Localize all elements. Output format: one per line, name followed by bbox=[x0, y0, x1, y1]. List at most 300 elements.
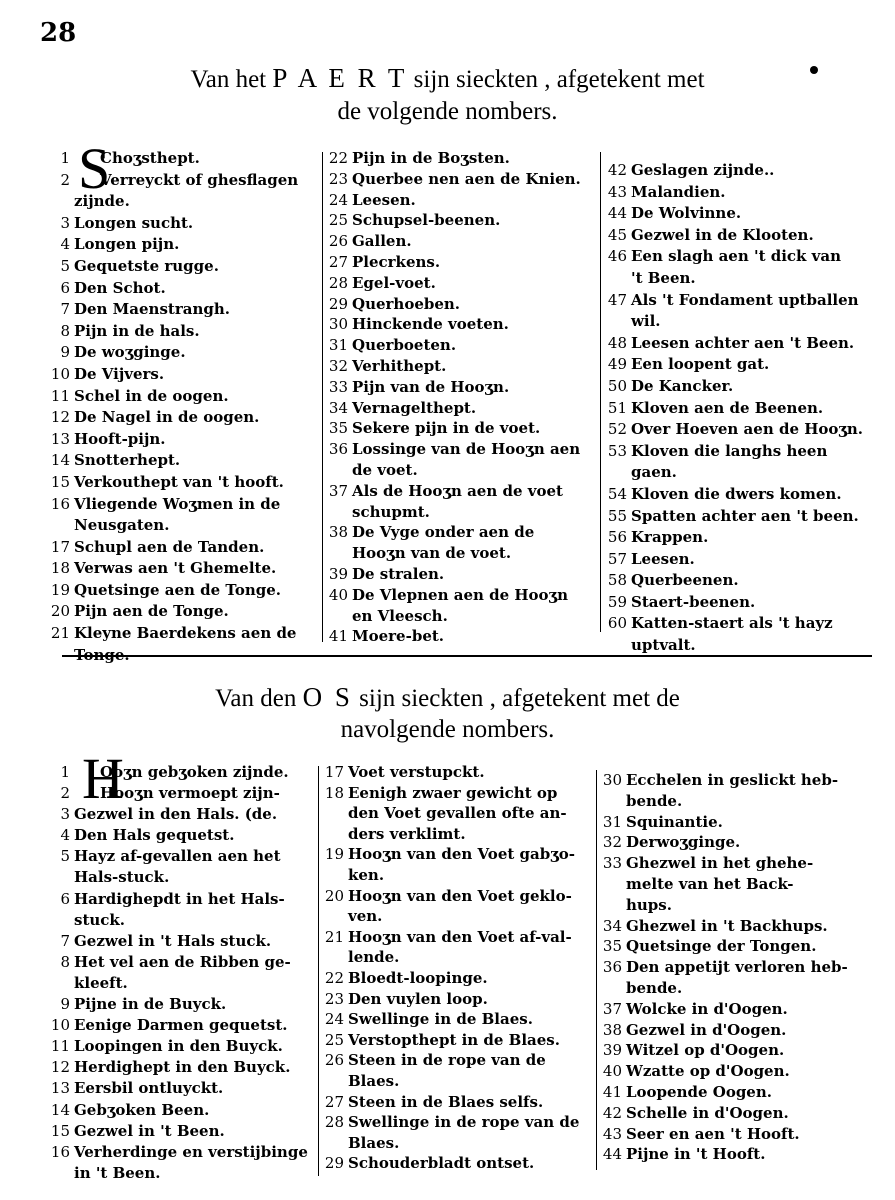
item-number: 38 bbox=[602, 1020, 622, 1039]
item-text: Gequetste rugge. bbox=[74, 256, 219, 275]
item-continuation: bende. bbox=[626, 791, 683, 810]
list-item bbox=[48, 278, 318, 300]
item-continuation: uptvalt. bbox=[631, 636, 696, 655]
item-number: 11 bbox=[50, 1037, 70, 1056]
list-item bbox=[48, 889, 316, 910]
item-number: 44 bbox=[607, 204, 627, 223]
item-number: 28 bbox=[328, 273, 348, 292]
item-number: 24 bbox=[324, 1010, 344, 1029]
horse-subtitle: de volgende nombers. bbox=[337, 98, 558, 125]
item-number: 46 bbox=[607, 247, 627, 266]
ox-column-2 bbox=[322, 762, 594, 1174]
item-text: Als 't Fondament uptballen bbox=[631, 290, 859, 309]
item-number: 25 bbox=[328, 211, 348, 230]
item-number: 44 bbox=[602, 1145, 622, 1164]
list-item bbox=[322, 1050, 594, 1071]
item-text: Verwas aen 't Ghemelte. bbox=[74, 559, 277, 578]
item-number: 42 bbox=[602, 1103, 622, 1122]
item-continuation: de voet. bbox=[352, 460, 418, 479]
item-number: 8 bbox=[60, 952, 70, 971]
list-item bbox=[48, 1121, 316, 1142]
item-text: Bloedt-loopinge. bbox=[348, 968, 488, 987]
horse-title-post: sijn sieckten , afgetekent met bbox=[407, 66, 705, 93]
item-text: Voet verstupckt. bbox=[348, 763, 485, 781]
item-number: 56 bbox=[607, 528, 627, 547]
item-number: 23 bbox=[328, 169, 348, 188]
item-number: 60 bbox=[607, 614, 627, 633]
list-item bbox=[48, 580, 318, 602]
list-item bbox=[48, 1100, 316, 1121]
item-number: 53 bbox=[607, 441, 627, 460]
horse-dropcap: S bbox=[78, 136, 111, 201]
item-text: Den Maenstrangh. bbox=[74, 300, 230, 319]
item-text: Squinantie. bbox=[626, 812, 723, 831]
list-item bbox=[605, 290, 875, 312]
item-text: Gezwel in de Klooten. bbox=[631, 225, 814, 244]
item-text: Kloven die langhs heen bbox=[631, 441, 828, 460]
list-item bbox=[326, 190, 598, 211]
item-text: Een slagh aen 't dick van bbox=[631, 247, 841, 266]
list-item bbox=[48, 407, 318, 429]
list-item bbox=[605, 570, 875, 592]
list-item bbox=[326, 377, 598, 398]
item-number: 16 bbox=[50, 494, 70, 513]
item-text: Gezwel in d'Oogen. bbox=[626, 1020, 787, 1039]
horse-title-pre: Van het bbox=[190, 66, 273, 93]
item-number: 19 bbox=[324, 845, 344, 864]
list-item bbox=[600, 1124, 880, 1145]
item-number: 36 bbox=[602, 958, 622, 977]
ox-title-post: sijn sieckten , afgetekent met de bbox=[352, 685, 680, 712]
item-continuation: melte van het Back- bbox=[626, 874, 794, 893]
item-continuation: lende. bbox=[348, 948, 400, 967]
item-continuation: wil. bbox=[631, 312, 661, 331]
item-number: 41 bbox=[602, 1082, 622, 1101]
list-item bbox=[605, 613, 875, 635]
item-number: 47 bbox=[607, 290, 627, 309]
ox-heading bbox=[0, 683, 895, 713]
item-number: 33 bbox=[328, 377, 348, 396]
item-number: 34 bbox=[328, 398, 348, 417]
item-number: 22 bbox=[324, 968, 344, 987]
item-number: 37 bbox=[328, 481, 348, 500]
item-number: 34 bbox=[602, 916, 622, 935]
list-item bbox=[326, 169, 598, 190]
item-number: 25 bbox=[324, 1030, 344, 1049]
item-continuation: zijnde. bbox=[74, 192, 130, 211]
item-number: 41 bbox=[328, 627, 348, 646]
item-number: 38 bbox=[328, 523, 348, 542]
item-text: Leesen achter aen 't Been. bbox=[631, 333, 855, 352]
item-continuation: Blaes. bbox=[348, 1071, 400, 1090]
item-number: 1 bbox=[60, 149, 70, 167]
list-item bbox=[605, 225, 875, 247]
item-text: Derwoʒginge. bbox=[626, 833, 741, 852]
item-text: Vliegende Woʒmen in de bbox=[74, 494, 281, 513]
list-item bbox=[600, 1061, 880, 1082]
item-number: 42 bbox=[607, 161, 627, 179]
item-text: Egel-voet. bbox=[352, 273, 436, 292]
item-text: Steen in de rope van de bbox=[348, 1051, 546, 1070]
ox-column-3 bbox=[600, 770, 880, 1165]
list-item bbox=[605, 203, 875, 225]
item-text: Verreyckt of ghesflagen bbox=[100, 170, 299, 189]
item-text: Schouderbladt ontset. bbox=[348, 1154, 535, 1173]
item-text: Snotterhept. bbox=[74, 451, 181, 470]
item-text: Ghezwel in 't Backhups. bbox=[626, 916, 828, 935]
item-continuation: stuck. bbox=[74, 910, 126, 929]
item-number: 43 bbox=[602, 1124, 622, 1143]
item-continuation: ders verklimt. bbox=[348, 824, 466, 843]
list-item bbox=[322, 968, 594, 989]
list-item bbox=[605, 246, 875, 268]
item-number: 20 bbox=[50, 602, 70, 621]
item-number: 31 bbox=[602, 812, 622, 831]
item-text: Staert-beenen. bbox=[631, 592, 756, 611]
item-number: 58 bbox=[607, 571, 627, 590]
list-item bbox=[322, 1112, 594, 1133]
item-text: Den vuylen loop. bbox=[348, 989, 488, 1008]
item-number: 12 bbox=[50, 408, 70, 427]
item-number: 54 bbox=[607, 484, 627, 503]
item-text: De Vijvers. bbox=[74, 364, 165, 383]
list-item bbox=[605, 398, 875, 420]
item-text: Katten-staert als 't hayz bbox=[631, 614, 833, 633]
item-continuation: gaen. bbox=[631, 463, 677, 482]
item-number: 18 bbox=[324, 783, 344, 802]
item-text: Een loopent gat. bbox=[631, 355, 770, 374]
item-continuation: den Voet gevallen ofte an- bbox=[348, 804, 567, 823]
item-text: Ghezwel in het ghehe- bbox=[626, 854, 814, 873]
list-item bbox=[48, 234, 318, 256]
list-item bbox=[326, 231, 598, 252]
item-number: 22 bbox=[328, 149, 348, 167]
item-continuation: bende. bbox=[626, 978, 683, 997]
item-number: 11 bbox=[50, 386, 70, 405]
item-number: 21 bbox=[324, 927, 344, 946]
list-item bbox=[48, 386, 318, 408]
column-divider bbox=[318, 766, 319, 1176]
item-number: 15 bbox=[50, 1121, 70, 1140]
item-text: Hooʒn van den Voet af-val- bbox=[348, 927, 572, 946]
item-text: De Kancker. bbox=[631, 376, 734, 395]
item-number: 10 bbox=[50, 1016, 70, 1035]
item-number: 12 bbox=[50, 1058, 70, 1077]
item-number: 6 bbox=[60, 278, 70, 297]
item-text: Querbeenen. bbox=[631, 571, 739, 590]
item-number: 30 bbox=[328, 315, 348, 334]
list-item bbox=[48, 494, 318, 516]
item-number: 32 bbox=[602, 833, 622, 852]
item-number: 57 bbox=[607, 549, 627, 568]
item-text: De woʒginge. bbox=[74, 343, 186, 362]
list-item bbox=[605, 182, 875, 204]
item-number: 28 bbox=[324, 1113, 344, 1132]
item-number: 35 bbox=[328, 419, 348, 438]
list-item bbox=[326, 273, 598, 294]
list-item bbox=[326, 294, 598, 315]
list-item bbox=[48, 364, 318, 386]
item-continuation: kleeft. bbox=[74, 973, 128, 992]
list-item bbox=[600, 1103, 880, 1124]
item-number: 23 bbox=[324, 989, 344, 1008]
list-item bbox=[600, 1020, 880, 1041]
item-number: 36 bbox=[328, 440, 348, 459]
list-item bbox=[48, 1036, 316, 1057]
horse-heading bbox=[0, 64, 895, 94]
horse-column-2 bbox=[326, 148, 598, 647]
list-item bbox=[600, 1040, 880, 1061]
item-text: Leesen. bbox=[352, 190, 416, 209]
item-text: Schupl aen de Tanden. bbox=[74, 537, 265, 556]
item-text: De stralen. bbox=[352, 564, 445, 583]
list-item bbox=[48, 558, 318, 580]
list-item bbox=[605, 160, 875, 182]
item-number: 49 bbox=[607, 355, 627, 374]
list-item bbox=[600, 1082, 880, 1103]
item-number: 51 bbox=[607, 398, 627, 417]
list-item bbox=[326, 398, 598, 419]
list-item bbox=[326, 626, 598, 647]
ox-dropcap: H bbox=[82, 746, 124, 811]
item-number: 3 bbox=[60, 213, 70, 232]
item-number: 29 bbox=[324, 1154, 344, 1173]
item-continuation: hups. bbox=[626, 895, 672, 914]
item-text: Kleyne Baerdekens aen de bbox=[74, 624, 297, 643]
item-text: Witzel op d'Oogen. bbox=[626, 1041, 785, 1060]
item-number: 17 bbox=[324, 763, 344, 781]
list-item bbox=[326, 585, 598, 606]
item-text: Ooʒn gebʒoken zijnde. bbox=[100, 763, 289, 781]
list-item bbox=[48, 472, 318, 494]
list-item bbox=[605, 376, 875, 398]
item-number: 4 bbox=[60, 235, 70, 254]
list-item bbox=[48, 825, 316, 846]
item-text: Loopende Oogen. bbox=[626, 1082, 772, 1101]
list-item bbox=[322, 1009, 594, 1030]
item-number: 19 bbox=[50, 580, 70, 599]
list-item bbox=[48, 1057, 316, 1078]
item-number: 45 bbox=[607, 225, 627, 244]
list-item bbox=[600, 770, 880, 791]
item-text: Eenigh zwaer gewicht op bbox=[348, 783, 558, 802]
item-text: Gebʒoken Been. bbox=[74, 1100, 210, 1119]
list-item bbox=[600, 916, 880, 937]
list-item bbox=[326, 481, 598, 502]
item-text: Seer en aen 't Hooft. bbox=[626, 1124, 800, 1143]
list-item bbox=[605, 592, 875, 614]
item-continuation: Hals-stuck. bbox=[74, 868, 170, 887]
item-number: 27 bbox=[328, 252, 348, 271]
item-text: Vernagelthept. bbox=[352, 398, 477, 417]
list-item bbox=[326, 335, 598, 356]
item-number: 30 bbox=[602, 771, 622, 789]
item-text: Longen sucht. bbox=[74, 213, 194, 232]
item-text: Krappen. bbox=[631, 528, 709, 547]
item-number: 59 bbox=[607, 592, 627, 611]
item-text: Wzatte op d'Oogen. bbox=[626, 1062, 790, 1081]
item-text: Kloven aen de Beenen. bbox=[631, 398, 824, 417]
list-item bbox=[322, 886, 594, 907]
item-number: 52 bbox=[607, 420, 627, 439]
list-item bbox=[48, 1015, 316, 1036]
item-text: Herdighept in den Buyck. bbox=[74, 1058, 291, 1077]
column-divider bbox=[322, 152, 323, 642]
item-number: 55 bbox=[607, 506, 627, 525]
ox-title-big: O S bbox=[302, 682, 353, 712]
page-number: 28 bbox=[40, 18, 77, 48]
item-continuation: ven. bbox=[348, 907, 383, 926]
item-number: 18 bbox=[50, 559, 70, 578]
item-text: Den Schot. bbox=[74, 278, 166, 297]
item-number: 43 bbox=[607, 182, 627, 201]
list-item bbox=[322, 783, 594, 804]
list-item bbox=[48, 846, 316, 867]
horse-column-1 bbox=[48, 148, 318, 666]
item-number: 3 bbox=[60, 805, 70, 824]
list-item bbox=[48, 623, 318, 645]
list-item bbox=[605, 354, 875, 376]
item-continuation: Hooʒn van de voet. bbox=[352, 544, 512, 563]
item-text: Choʒsthept. bbox=[100, 149, 200, 167]
item-text: Quetsinge aen de Tonge. bbox=[74, 580, 281, 599]
list-item bbox=[600, 1144, 880, 1165]
section-divider bbox=[62, 655, 872, 657]
item-text: Swellinge in de rope van de bbox=[348, 1113, 580, 1132]
column-divider bbox=[600, 152, 601, 632]
list-item bbox=[326, 564, 598, 585]
item-text: Querhoeben. bbox=[352, 294, 461, 313]
list-item bbox=[326, 522, 598, 543]
item-text: Quetsinge der Tongen. bbox=[626, 937, 817, 956]
column-divider bbox=[596, 770, 597, 1170]
item-text: Gezwel in 't Been. bbox=[74, 1121, 225, 1140]
list-item bbox=[48, 931, 316, 952]
item-number: 5 bbox=[60, 256, 70, 275]
item-number: 2 bbox=[60, 170, 70, 189]
list-item bbox=[605, 333, 875, 355]
item-text: Gallen. bbox=[352, 232, 412, 251]
list-item bbox=[48, 429, 318, 451]
item-number: 21 bbox=[50, 624, 70, 643]
item-text: Wolcke in d'Oogen. bbox=[626, 999, 788, 1018]
ox-title-pre: Van den bbox=[215, 685, 303, 712]
item-text: Schel in de oogen. bbox=[74, 386, 229, 405]
item-text: Gezwel in 't Hals stuck. bbox=[74, 931, 272, 950]
item-number: 33 bbox=[602, 854, 622, 873]
list-item bbox=[600, 812, 880, 833]
item-continuation: 't Been. bbox=[631, 268, 696, 287]
list-item bbox=[322, 1153, 594, 1174]
list-item bbox=[48, 783, 316, 804]
item-continuation: Neusgaten. bbox=[74, 516, 170, 535]
list-item bbox=[48, 537, 318, 559]
list-item bbox=[48, 148, 318, 170]
item-text: Den Hals gequetst. bbox=[74, 826, 235, 845]
item-continuation: in 't Been. bbox=[74, 1163, 161, 1182]
list-item bbox=[605, 484, 875, 506]
list-item bbox=[322, 844, 594, 865]
item-number: 13 bbox=[50, 1079, 70, 1098]
list-item bbox=[48, 1142, 316, 1163]
list-item bbox=[326, 439, 598, 460]
item-number: 14 bbox=[50, 1100, 70, 1119]
list-item bbox=[326, 210, 598, 231]
list-item bbox=[48, 1078, 316, 1099]
item-text: Spatten achter aen 't been. bbox=[631, 506, 859, 525]
item-number: 39 bbox=[328, 564, 348, 583]
item-text: Swellinge in de Blaes. bbox=[348, 1010, 533, 1029]
item-text: Pijne in de Buyck. bbox=[74, 995, 227, 1014]
item-text: Querboeten. bbox=[352, 336, 457, 355]
item-text: Moere-bet. bbox=[352, 627, 445, 646]
item-continuation: Blaes. bbox=[348, 1133, 400, 1152]
list-item bbox=[326, 148, 598, 169]
item-text: Kloven die dwers komen. bbox=[631, 484, 842, 503]
item-text: Hinckende voeten. bbox=[352, 315, 509, 334]
item-number: 37 bbox=[602, 999, 622, 1018]
ox-column-1 bbox=[48, 762, 316, 1184]
item-number: 6 bbox=[60, 889, 70, 908]
item-continuation: en Vleesch. bbox=[352, 606, 448, 625]
list-item bbox=[48, 994, 316, 1015]
item-number: 26 bbox=[328, 232, 348, 251]
item-text: Sekere pijn in de voet. bbox=[352, 419, 541, 438]
item-number: 2 bbox=[60, 784, 70, 803]
list-item bbox=[326, 418, 598, 439]
list-item bbox=[48, 321, 318, 343]
item-number: 15 bbox=[50, 472, 70, 491]
item-text: De Vyge onder aen de bbox=[352, 523, 535, 542]
item-text: Over Hoeven aen de Hooʒn. bbox=[631, 420, 864, 439]
item-number: 31 bbox=[328, 336, 348, 355]
item-text: De Nagel in de oogen. bbox=[74, 408, 260, 427]
item-text: Longen pijn. bbox=[74, 235, 180, 254]
item-text: Hooʒn van den Voet gabʒo- bbox=[348, 845, 575, 864]
item-text: Als de Hooʒn aen de voet bbox=[352, 481, 563, 500]
horse-title-big: P A E R T bbox=[272, 63, 408, 93]
item-number: 7 bbox=[60, 931, 70, 950]
item-number: 27 bbox=[324, 1092, 344, 1111]
list-item bbox=[48, 762, 316, 783]
list-item bbox=[48, 952, 316, 973]
list-item bbox=[322, 762, 594, 783]
list-item bbox=[322, 927, 594, 948]
list-item bbox=[605, 549, 875, 571]
item-text: Steen in de Blaes selfs. bbox=[348, 1092, 544, 1111]
item-text: Den appetijt verloren heb- bbox=[626, 958, 848, 977]
item-number: 16 bbox=[50, 1142, 70, 1161]
list-item bbox=[600, 999, 880, 1020]
item-number: 35 bbox=[602, 937, 622, 956]
item-number: 39 bbox=[602, 1041, 622, 1060]
item-text: Hooft-pijn. bbox=[74, 429, 166, 448]
item-number: 8 bbox=[60, 321, 70, 340]
item-text: Eersbil ontluyckt. bbox=[74, 1079, 224, 1098]
item-text: Het vel aen de Ribben ge- bbox=[74, 952, 291, 971]
list-item bbox=[48, 170, 318, 192]
item-text: Schupsel-beenen. bbox=[352, 211, 501, 230]
item-number: 17 bbox=[50, 537, 70, 556]
item-number: 13 bbox=[50, 429, 70, 448]
item-text: Schelle in d'Oogen. bbox=[626, 1103, 789, 1122]
item-text: Gezwel in den Hals. (de. bbox=[74, 805, 278, 824]
item-number: 29 bbox=[328, 294, 348, 313]
list-item bbox=[48, 450, 318, 472]
list-item bbox=[600, 936, 880, 957]
item-text: Hardighepdt in het Hals- bbox=[74, 889, 285, 908]
list-item bbox=[600, 832, 880, 853]
